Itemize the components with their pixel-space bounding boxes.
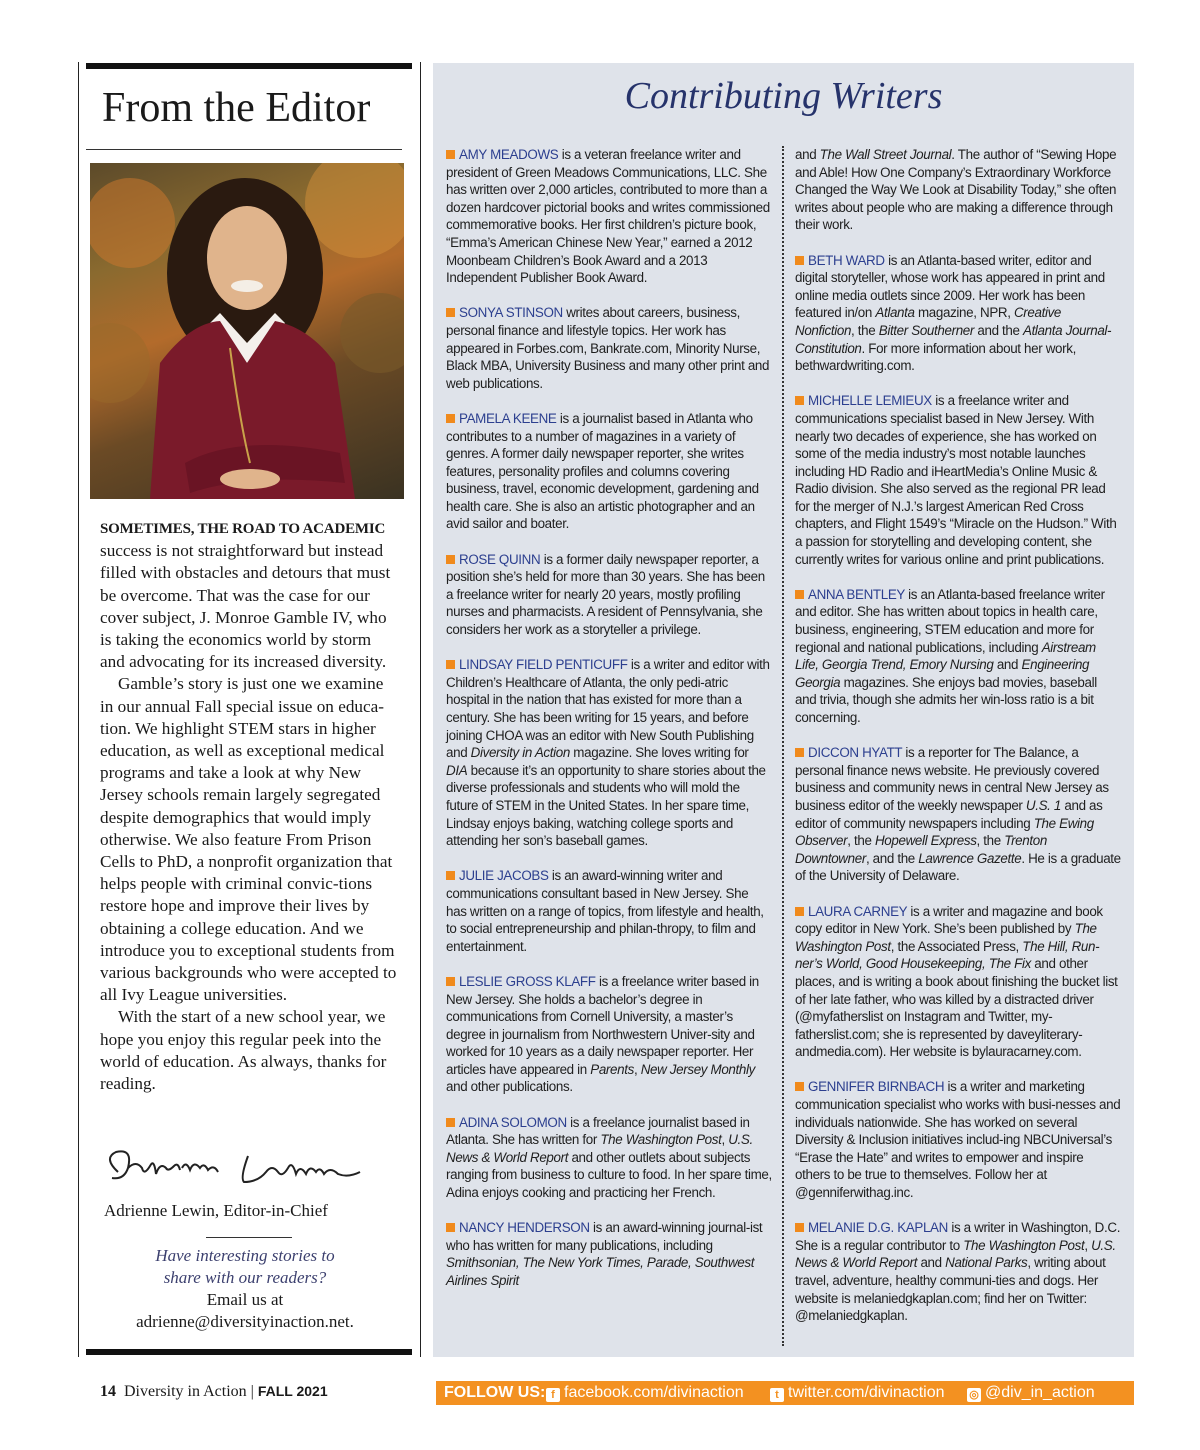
writer-entry: LESLIE GROSS KLAFF is a freelance writer based in New Jersey. She holds a bachelor’s degree in communications from Cornell University, a master’s degree in journalism from Northwestern Univer-sity and worked for 10 years as a daily newspaper reporter. Her articles have appeared in Parents, New Jersey Monthly and other publications. xyxy=(446,973,759,1095)
bullet-square-icon xyxy=(795,1223,804,1232)
bottom-rule xyxy=(86,1349,412,1355)
invite-question: Have interesting stories to xyxy=(155,1246,335,1265)
writer-name: BETH WARD xyxy=(808,252,885,268)
writer-name: LINDSAY FIELD PENTICUFF xyxy=(459,657,628,673)
writer-entry: DICCON HYATT is a reporter for The Balance, a personal finance news website. He previously covered business and community news in central New Jersey as business editor of the weekly newspaper U.S. 1 and as editor of community newspapers including The Ewing Observer, the Hopewell Express, the Trenton Downtowner, and the Lawrence Gazette. He is a graduate of the University of Delaware. xyxy=(795,745,1121,884)
writer-entry: LINDSAY FIELD PENTICUFF is a writer and editor with Children’s Healthcare of Atlanta, the only pedi-atric hospital in the nation that has existed for more than a century. She has been writing for 15 years, and before joining CHOA was an editor with New South Publishing and Diversity in Action magazine. She loves writing for DIA because it’s an opportunity to share stories about the diverse professionals and students who will mold the future of STEM in the United States. In her spare time, Lindsay enjoys baking, watching college sports and attending her son’s baseball games. xyxy=(446,657,770,849)
invite-text: Email us at xyxy=(206,1290,284,1309)
bullet-square-icon xyxy=(446,977,455,986)
writer-entry: LAURA CARNEY is a writer and magazine and book copy editor in New York. She’s been published by The Washington Post, the Associated Press, The Hill, Run-ner’s World, Good Housekeeping, The Fix and other places, and is writing a book about finishing the bucket list of her late father, who was killed by a distracted driver (@myfatherslist on Instagram and Twitter, my-fatherslist.com; she is represented by daveyliterary-andmedia.com). Her website is bylauracarney.com. xyxy=(795,903,1118,1060)
letter-paragraph xyxy=(100,517,400,673)
bullet-square-icon xyxy=(795,907,804,916)
writer-name: LAURA CARNEY xyxy=(808,903,907,919)
writer-name: ANNA BENTLEY xyxy=(808,586,905,602)
bullet-square-icon xyxy=(795,396,804,405)
letter-paragraph: With the start of a new school year, we hope you enjoy this regular peek into the world of education. As always, thanks for reading. xyxy=(100,1007,387,1094)
writer-name: SONYA STINSON xyxy=(459,305,563,321)
writer-entry-continued: and The Wall Street Journal. The author of “Sewing Hope and Able! How One Company’s Extraordinary Workforce Changed the Way We Look at Disability Today,” she often writes about people who are making a difference through their work. xyxy=(795,147,1117,233)
issue-label: FALL 2021 xyxy=(257,1383,328,1399)
bullet-square-icon xyxy=(446,150,455,159)
letter-text: success is not straightforward but instead filled with obstacles and detours that must be overcome. That was the case for our cover subject, J. Monroe Gamble IV, who is taking the economics world by storm and advocating for its increased diversity. xyxy=(100,541,391,672)
editor-name: Adrienne Lewin, Editor-in-Chief xyxy=(104,1201,328,1220)
writer-name: ROSE QUINN xyxy=(459,551,541,567)
writer-entry: AMY MEADOWS is a veteran freelance writer and president of Green Meadows Communications, LLC. She has written over 2,000 articles, contributed to more than a dozen hardcover pictorial books and writes commissioned commemorative books. Her first children’s picture book, “Emma’s American Chinese New Year,” earned a 2012 Moonbeam Children’s Book Award and a 2013 Independent Publisher Book Award. xyxy=(446,147,770,286)
instagram-icon: ◎ xyxy=(967,1388,981,1402)
bullet-square-icon xyxy=(446,1223,455,1232)
right-border-line xyxy=(420,62,421,1357)
letter-paragraph: Gamble’s story is just one we examine in our annual Fall special issue on educa-tion. We highlight STEM stars in higher education, as well as exceptional medical programs and take a look at why New Jersey schools remain largely segregated despite demographics that would imply otherwise. We also feature From Prison Cells to PhD, a nonprofit organization that helps people with criminal convic-tions restore hope and improve their lives by obtaining a college education. And we introduce you to exceptional students from various backgrounds who were accepted to all Ivy League universities. xyxy=(100,674,397,1005)
writer-name: LESLIE GROSS KLAFF xyxy=(459,973,596,989)
title-divider xyxy=(86,149,402,150)
bullet-square-icon xyxy=(446,414,455,423)
writer-name: MELANIE D.G. KAPLAN xyxy=(808,1220,948,1236)
contributors-column-left xyxy=(446,146,772,1307)
editor-email-link[interactable]: adrienne@diversityinaction.net. xyxy=(136,1312,354,1331)
follow-label: FOLLOW US: xyxy=(444,1384,546,1401)
writer-name: NANCY HENDERSON xyxy=(459,1220,590,1236)
follow-us-bar xyxy=(436,1381,1134,1405)
bullet-square-icon xyxy=(795,590,804,599)
lead-in: SOMETIMES, THE ROAD TO ACADEMIC xyxy=(100,521,386,537)
writer-entry: JULIE JACOBS is an award-winning writer and communications consultant based in New Jersey. She has written on a range of topics, from lifestyle and health, to social entrepreneurship and philan-thropy, to film and entertainment. xyxy=(446,868,764,954)
left-border-line xyxy=(78,62,79,1357)
bullet-square-icon xyxy=(446,1118,455,1127)
writer-entry: ANNA BENTLEY is an Atlanta-based freelance writer and editor. She has written about topics in health care, business, engineering, STEM education and more for regional and national publications, including Airstream Life, Georgia Trend, Emory Nursing and Engineering Georgia magazines. She enjoys bad movies, baseball and trivia, though she admits her win-loss ratio is a bit concerning. xyxy=(795,586,1105,725)
column-divider xyxy=(782,146,784,1346)
publication-name: Diversity in Action xyxy=(124,1383,247,1400)
writer-entry: NANCY HENDERSON is an award-winning journal-ist who has written for many publications, including Smithsonian, The New York Times, Parade, Southwest Airlines Spirit xyxy=(446,1220,763,1288)
facebook-link[interactable]: f facebook.com/divinaction xyxy=(546,1384,744,1402)
writer-name: JULIE JACOBS xyxy=(459,868,549,884)
writer-name: AMY MEADOWS xyxy=(459,147,559,162)
top-rule xyxy=(86,63,412,69)
writer-name: MICHELLE LEMIEUX xyxy=(808,393,932,409)
twitter-icon: t xyxy=(770,1388,784,1402)
editor-signature xyxy=(98,1138,368,1198)
writer-entry: MELANIE D.G. KAPLAN is a writer in Washington, D.C. She is a regular contributor to The Washington Post, U.S. News & World Report and National Parks, writing about travel, adventure, healthy communi-ties and dogs. Her website is melaniedgkaplan.com; find her on Twitter: @melaniedgkaplan. xyxy=(795,1220,1121,1324)
writer-name: PAMELA KEENE xyxy=(459,410,557,426)
footer-separator: | xyxy=(250,1383,254,1400)
writer-name: ADINA SOLOMON xyxy=(459,1114,567,1130)
writer-entry: ADINA SOLOMON is a freelance journalist based in Atlanta. She has written for The Washington Post, U.S. News & World Report and other outlets about subjects ranging from business to culture to food. In her spare time, Adina enjoys cooking and practicing her French. xyxy=(446,1114,772,1201)
facebook-icon: f xyxy=(546,1388,560,1402)
writer-entry: ROSE QUINN is a former daily newspaper reporter, a position she’s held for more than 30 years. She has been a freelance writer for nearly 20 years, mostly profiling nurses and pharmacists. A resident of Pennsylvania, she considers her work as a storyteller a privilege. xyxy=(446,551,765,638)
writer-entry: BETH WARD is an Atlanta-based writer, editor and digital storyteller, whose work has appeared in print and online media outlets since 2009. Her work has been featured in/on Atlanta magazine, NPR, Creative Nonfiction, the Bitter Southerner and the Atlanta Journal-Constitution. For more information about her work, bethwardwriting.com. xyxy=(795,252,1112,374)
bullet-square-icon xyxy=(795,748,804,757)
bullet-square-icon xyxy=(795,256,804,265)
bullet-square-icon xyxy=(795,1082,804,1091)
writer-name: GENNIFER BIRNBACH xyxy=(808,1079,945,1095)
writer-entry: PAMELA KEENE is a journalist based in Atlanta who contributes to a number of magazines in a variety of genres. A former daily newspaper reporter, she writes features, personality profiles and columns covering business, travel, economic development, gardening and health care. She is also an artistic photographer and an avid sailor and boater. xyxy=(446,410,759,532)
writer-entry: SONYA STINSON writes about careers, business, personal finance and lifestyle topics. Her work has appeared in Forbes.com, Bankrate.com, Minority Nurse, Black MBA, University Business and many other print and web publications. xyxy=(446,305,770,391)
bullet-square-icon xyxy=(446,555,455,564)
editor-photo xyxy=(90,163,404,499)
contributors-title: Contributing Writers xyxy=(624,75,943,117)
writer-name: DICCON HYATT xyxy=(808,745,902,761)
signature-divider xyxy=(206,1237,292,1238)
twitter-link[interactable]: t twitter.com/divinaction xyxy=(770,1384,945,1402)
invite-question: share with our readers? xyxy=(163,1268,327,1287)
bullet-square-icon xyxy=(446,871,455,880)
contributors-column-right xyxy=(795,146,1121,1342)
writer-entry: GENNIFER BIRNBACH is a writer and marketing communication specialist who works with busi-nesses and individuals nationwide. She has worked on several Diversity & Inclusion initiatives includ-ing NBCUniversal’s “Erase the Hate” and writes to empower and inspire others to be true to themselves. Follow her at @genniferwithag.inc. xyxy=(795,1079,1121,1201)
editor-letter xyxy=(100,517,400,1095)
writer-entry: MICHELLE LEMIEUX is a freelance writer and communications specialist based in New Jersey. With nearly two decades of experience, she has worked on some of the media industry’s most notable launches including HD Radio and iHeartMedia’s Online Music & Radio division. She also served as the regional PR lead for the merger of N.J.’s largest American Red Cross chapters, and Flight 1549’s “Miracle on the Hudson.” With a passion for storytelling and developing content, she currently writes for various online and print publications. xyxy=(795,393,1117,567)
page-number: 14 xyxy=(100,1383,116,1400)
contact-invite xyxy=(100,1245,390,1333)
instagram-link[interactable]: ◎ @div_in_action xyxy=(967,1384,1095,1402)
bullet-square-icon xyxy=(446,660,455,669)
bullet-square-icon xyxy=(446,308,455,317)
page-footer xyxy=(100,1383,328,1401)
editor-title: From the Editor xyxy=(102,85,371,131)
